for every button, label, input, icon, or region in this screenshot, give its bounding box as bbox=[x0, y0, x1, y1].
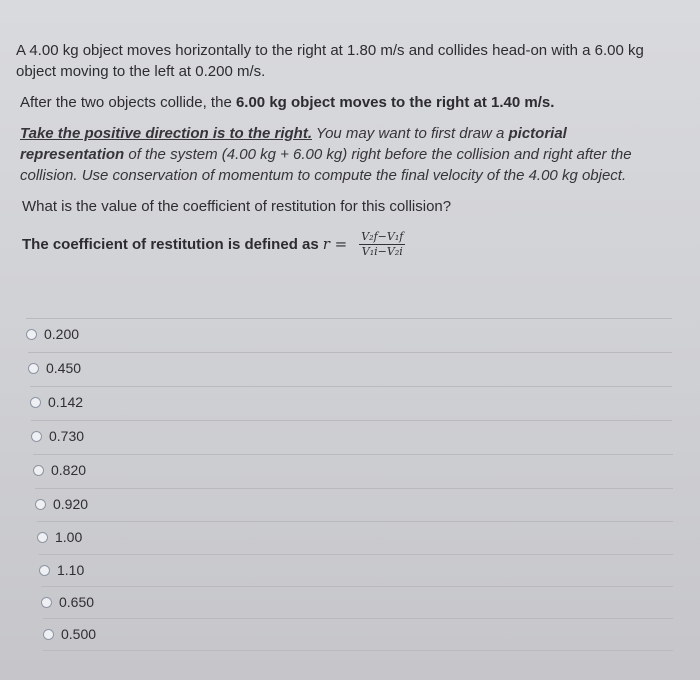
option-label: 0.200 bbox=[44, 326, 80, 342]
p3-text-1: You may want to first draw a bbox=[312, 125, 509, 142]
radio-icon[interactable] bbox=[33, 465, 44, 476]
radio-icon[interactable] bbox=[35, 499, 46, 510]
question-paragraph-3 bbox=[20, 123, 674, 186]
answer-option[interactable] bbox=[43, 618, 673, 649]
radio-icon[interactable] bbox=[39, 565, 50, 576]
answer-option[interactable] bbox=[31, 420, 672, 451]
question-block bbox=[14, 40, 674, 258]
p2-text: After the two objects collide, the bbox=[20, 94, 236, 111]
p2-bold-text: 6.00 kg object moves to the right at 1.40 m/s. bbox=[235, 94, 555, 111]
radio-icon[interactable] bbox=[28, 363, 39, 374]
option-label: 0.820 bbox=[51, 462, 87, 478]
radio-icon[interactable] bbox=[37, 532, 48, 543]
answer-option[interactable] bbox=[41, 586, 673, 617]
p3-text-2: of the system (4.00 kg + 6.00 kg) right before the collision and right after the collision. Use conservation of momentum to compute the final velocity of the 4.00 kg object. bbox=[20, 146, 632, 184]
answer-option[interactable] bbox=[39, 554, 673, 585]
p3-bold-text: pictorial representation bbox=[20, 125, 567, 163]
option-label: 0.920 bbox=[53, 496, 89, 512]
formula-lhs: r = bbox=[322, 235, 348, 253]
radio-icon[interactable] bbox=[31, 431, 42, 442]
definition-label: The coefficient of restitution is defined as bbox=[22, 236, 319, 253]
option-label: 0.650 bbox=[59, 594, 95, 610]
question-paragraph-1: A 4.00 kg object moves horizontally to the right at 1.80 m/s and collides head-on with a 6.00 kg object moving to the left at 0.200 m/s. bbox=[16, 42, 644, 80]
radio-icon[interactable] bbox=[41, 597, 52, 608]
answer-option[interactable] bbox=[26, 318, 672, 349]
option-label: 0.142 bbox=[48, 394, 84, 410]
option-label: 0.450 bbox=[46, 360, 82, 376]
radio-icon[interactable] bbox=[43, 629, 54, 640]
option-label: 1.10 bbox=[57, 562, 85, 578]
formula-numerator: V₂f−V₁f bbox=[361, 230, 404, 243]
radio-icon[interactable] bbox=[30, 397, 41, 408]
option-label: 0.730 bbox=[49, 428, 85, 444]
option-label: 0.500 bbox=[61, 626, 97, 642]
answer-option[interactable] bbox=[30, 386, 672, 417]
formula-denominator: V₁i−V₂i bbox=[361, 245, 403, 258]
radio-icon[interactable] bbox=[26, 329, 37, 340]
answer-option[interactable] bbox=[28, 352, 672, 383]
option-label: 1.00 bbox=[55, 529, 83, 545]
answer-option[interactable] bbox=[37, 521, 673, 552]
options-bottom-divider bbox=[43, 650, 673, 651]
question-paragraph-2 bbox=[20, 92, 674, 113]
question-prompt: What is the value of the coefficient of restitution for this collision? bbox=[22, 198, 452, 215]
definition-line bbox=[22, 231, 674, 258]
formula-fraction bbox=[359, 231, 405, 258]
direction-note: Take the positive direction is to the right. bbox=[20, 125, 312, 142]
answer-option[interactable] bbox=[35, 488, 673, 519]
answer-option[interactable] bbox=[33, 454, 673, 485]
